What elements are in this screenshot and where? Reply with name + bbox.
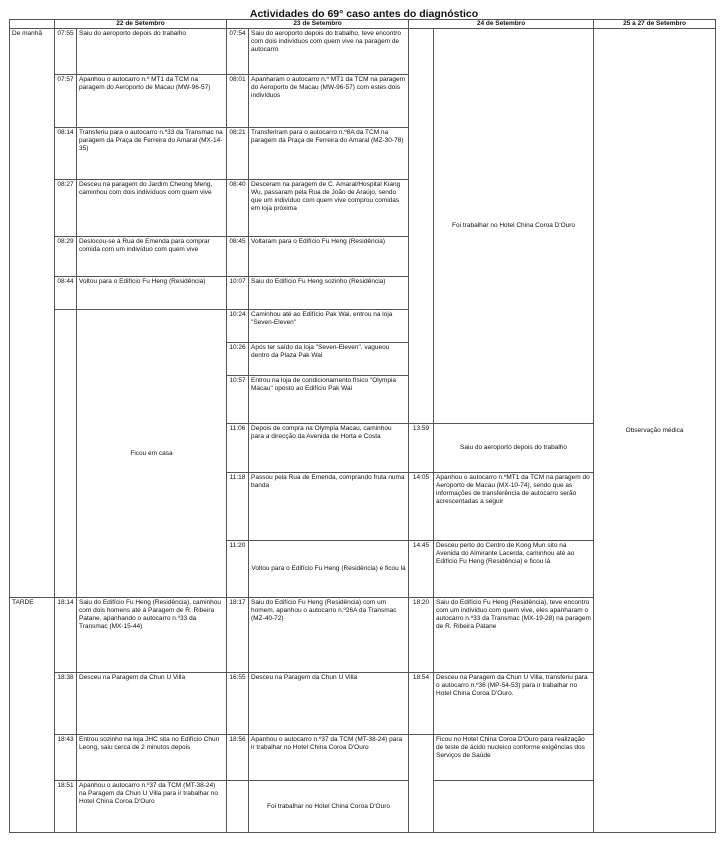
section-afternoon: TARDE	[10, 598, 55, 833]
activity-table	[9, 19, 716, 833]
time-cell	[409, 735, 434, 833]
time-cell: 10:24	[227, 310, 249, 343]
observation-cell: Observação médica	[594, 29, 716, 833]
header-row	[10, 20, 716, 29]
time-cell: 10:26	[227, 343, 249, 376]
activity-cell: Desceu na Paragem da Chun U Villa	[249, 673, 409, 735]
activity-cell: Voltou para o Edifício Fu Heng (Residência)	[77, 277, 227, 310]
activity-cell: Depois de compra na Olympia Macau, caminhou para a direcção da Avenida de Horta e Costa	[249, 424, 409, 473]
time-cell: 08:01	[227, 75, 249, 128]
time-cell: 07:57	[55, 75, 77, 128]
header-day-24: 24 de Setembro	[409, 20, 594, 29]
activity-cell: Saiu do aeroporto depois do trabalho	[77, 29, 227, 75]
time-cell: 08:21	[227, 128, 249, 180]
activity-cell: Saiu do Edifício Fu Heng (Residência), caminhou com dois homens até à Paragem de R. Ribeira Patane, apanhando o autocarro n.º33 da Transmac (MX-15-44)	[77, 598, 227, 673]
activity-cell: Desceu na paragem do Jardim Cheong Meng, caminhou com dois indivíduos com quem vive	[77, 180, 227, 237]
activity-cell: Transferiram para o autocarro n.º8A da TCM na paragem da Praça de Ferreira do Amaral (MZ-30-78)	[249, 128, 409, 180]
time-cell: 08:45	[227, 237, 249, 277]
time-cell: 07:55	[55, 29, 77, 75]
activity-cell: Apanharam o autocarro n.º MT1 da TCM na paragem do Aeroporto de Macau (MW-96-57) com estes dois indivíduos	[249, 75, 409, 128]
time-cell: 18:54	[409, 673, 434, 735]
activity-cell: Passou pela Rua de Emenda, comprando fruta numa banda	[249, 473, 409, 541]
activity-cell: Transferiu para o autocarro n.º33 da Transmac na paragem da Praça de Ferreira do Amaral (MX-14-35)	[77, 128, 227, 180]
activity-cell: Apanhou o autocarro n.º37 da TCM (MT-38-24) na Paragem da Chun U Villa para ir trabalhar no Hotel China Coroa D'Ouro	[77, 781, 227, 833]
activity-cell: Saiu do Edifício Fu Heng sozinho (Residência)	[249, 277, 409, 310]
time-cell: 18:56	[227, 735, 249, 781]
table-row	[10, 29, 716, 75]
header-empty	[10, 20, 55, 29]
header-day-25-27: 25 a 27 de Setembro	[594, 20, 716, 29]
time-cell: 16:55	[227, 673, 249, 735]
time-cell: 14:05	[409, 473, 434, 541]
time-cell: 11:20	[227, 541, 249, 598]
activity-cell: Saiu do Edifício Fu Heng (Residência) com um homem, apanhou o autocarro n.º26A da Transmac (MZ-40-72)	[249, 598, 409, 673]
activity-cell: Desceu na Paragem da Chun U Villa	[77, 673, 227, 735]
activity-cell: Apanhou o autocarro n.ºMT1 da TCM na paragem do Aeroporto de Macau (MX-10-74), sendo que as informações de transferência de autocarro serão acrescentadas a seguir	[434, 473, 594, 541]
time-cell: 18:14	[55, 598, 77, 673]
header-day-23: 23 de Setembro	[227, 20, 409, 29]
activity-cell: Ficou em casa	[77, 310, 227, 598]
time-cell: 18:43	[55, 735, 77, 781]
activity-cell: Foi trabalhar no Hotel China Coroa D'Ouro	[249, 781, 409, 833]
time-cell: 11:06	[227, 424, 249, 473]
activity-cell: Desceu perto do Centro de Kong Mun sito na Avenida do Almirante Lacerda, caminhou até ao Edifício Fu Heng (Residência) e ficou lá	[434, 541, 594, 598]
activity-cell: Caminhou até ao Edifício Pak Wai, entrou na loja "Seven-Eleven"	[249, 310, 409, 343]
activity-cell: Entrou sozinho na loja JHC sita no Edifício Chun Leong, saiu cerca de 2 minutos depois	[77, 735, 227, 781]
activity-cell: Deslocou-se à Rua de Emenda para comprar comida com um indivíduo com quem vive	[77, 237, 227, 277]
time-cell: 18:17	[227, 598, 249, 673]
time-cell: 18:51	[55, 781, 77, 833]
time-cell: 10:57	[227, 376, 249, 424]
activity-cell: Após ter saído da loja "Seven-Eleven", vagueou dentro da Plaza Pak Wai	[249, 343, 409, 376]
time-cell: 08:44	[55, 277, 77, 310]
activity-cell: Saiu do aeroporto depois do trabalho	[434, 424, 594, 473]
time-cell: 08:40	[227, 180, 249, 237]
time-cell: 14:45	[409, 541, 434, 598]
time-cell: 11:18	[227, 473, 249, 541]
activity-cell: Foi trabalhar no Hotel China Coroa D'Ouro	[434, 29, 594, 424]
time-cell	[55, 310, 77, 598]
activity-cell: Saiu do aeroporto depois do trabalho, teve encontro com dois indivíduos com quem vive na paragem de autocarro	[249, 29, 409, 75]
time-cell	[227, 781, 249, 833]
time-cell: 10:07	[227, 277, 249, 310]
time-cell: 08:29	[55, 237, 77, 277]
time-cell: 18:38	[55, 673, 77, 735]
time-cell: 13:59	[409, 424, 434, 473]
activity-cell: Entrou na loja de condicionamento físico "Olympia Macau" oposto ao Edifício Pak Wai	[249, 376, 409, 424]
time-cell: 18:20	[409, 598, 434, 673]
activity-cell: Voltou para o Edifício Fu Heng (Residência) e ficou lá	[249, 541, 409, 598]
time-cell: 07:54	[227, 29, 249, 75]
activity-cell: Apanhou o autocarro n.º MT1 da TCM na paragem do Aeroporto de Macau (MW-96-57)	[77, 75, 227, 128]
time-cell: 08:14	[55, 128, 77, 180]
time-cell	[409, 29, 434, 424]
activity-cell: Ficou no Hotel China Coroa D'Ouro para realização de teste de ácido nucleico conforme exigências dos Serviços de Saúde	[434, 735, 594, 781]
activity-cell	[434, 781, 594, 833]
activity-cell: Saiu do Edifício Fu Heng (Residência), teve encontro com um indivíduo com quem vive, eles apanharam o autocarro n.º33 da Transmac (MX-19-28) na paragem de R. Ribeira Patane	[434, 598, 594, 673]
activity-cell: Voltaram para o Edifício Fu Heng (Residência)	[249, 237, 409, 277]
activity-cell: Desceram na paragem de C. Amaral/Hospital Kiang Wu, passaram pela Rua de João de Araújo, sendo que um indivíduo com quem vive comprou comidas em loja próxima	[249, 180, 409, 237]
activity-cell: Apanhou o autocarro n.º37 da TCM (MT-38-24) para ir trabalhar no Hotel China Coroa D'Ouro	[249, 735, 409, 781]
section-morning: De manhã	[10, 29, 55, 598]
header-day-22: 22 de Setembro	[55, 20, 227, 29]
activity-cell: Desceu na Paragem da Chun U Villa, transferiu para o autocarro n.º36 (MP-54-53) para ir trabalhar no Hotel China Coroa D'Ouro.	[434, 673, 594, 735]
document-title: Actividades do 69° caso antes do diagnóstico	[249, 8, 479, 20]
time-cell: 08:27	[55, 180, 77, 237]
